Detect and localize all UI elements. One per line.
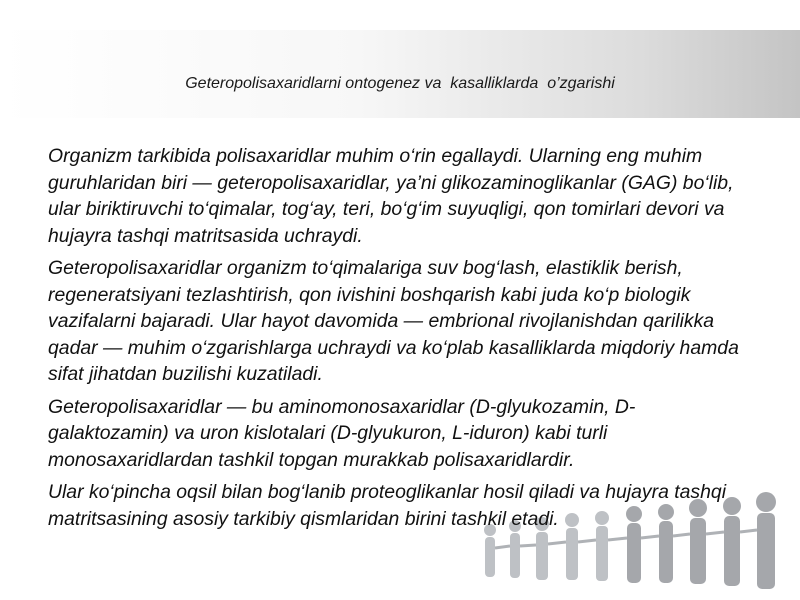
paragraph: Ular ko‘pincha oqsil bilan bog‘lanib proteoglikanlar hosil qiladi va hujayra tashqi matritsasining asosiy tarkibiy qismlaridan birini tashkil etadi. <box>48 481 727 530</box>
paragraph: Organizm tarkibida polisaxaridlar muhim o‘rin egallaydi. Ularning eng muhim guruhlaridan biri — geteropolisaxaridlar, ya’ni glikozaminoglikanlar (GAG) bo‘lib, ular biriktiruvchi to‘qimalar, tog‘ay, teri, bo‘g‘im suyuqligi, qon tomirlari devori va hujayra tashqi matritsasida uchraydi. <box>48 145 734 247</box>
paragraph: Geteropolisaxaridlar — bu aminomonosaxaridlar (D-glyukozamin, D-galaktozamin) va uron kislotalari (D-glyukuron, L-iduron) kabi turli monosaxaridlardan tashkil topgan murakkab polisaxaridlardir. <box>48 395 636 471</box>
slide-title: Geteropolisaxaridlarni ontogenez va kasalliklarda o’zgarishi <box>185 75 615 92</box>
paragraph: Geteropolisaxaridlar organizm to‘qimalariga suv bog‘lash, elastiklik berish, regeneratsiyani tezlashtirish, qon ivishini boshqarish kabi juda ko‘p biologik vazifalarni bajaradi. Ular hayot davomida — embrional rivojlanishdan qarilikka qadar — muhim o‘zgarishlarga uchraydi va ko‘plab kasalliklarda miqdoriy hamda sifat jihatdan buzilishi kuzatiladi. <box>48 257 739 385</box>
slide-body <box>48 143 748 538</box>
